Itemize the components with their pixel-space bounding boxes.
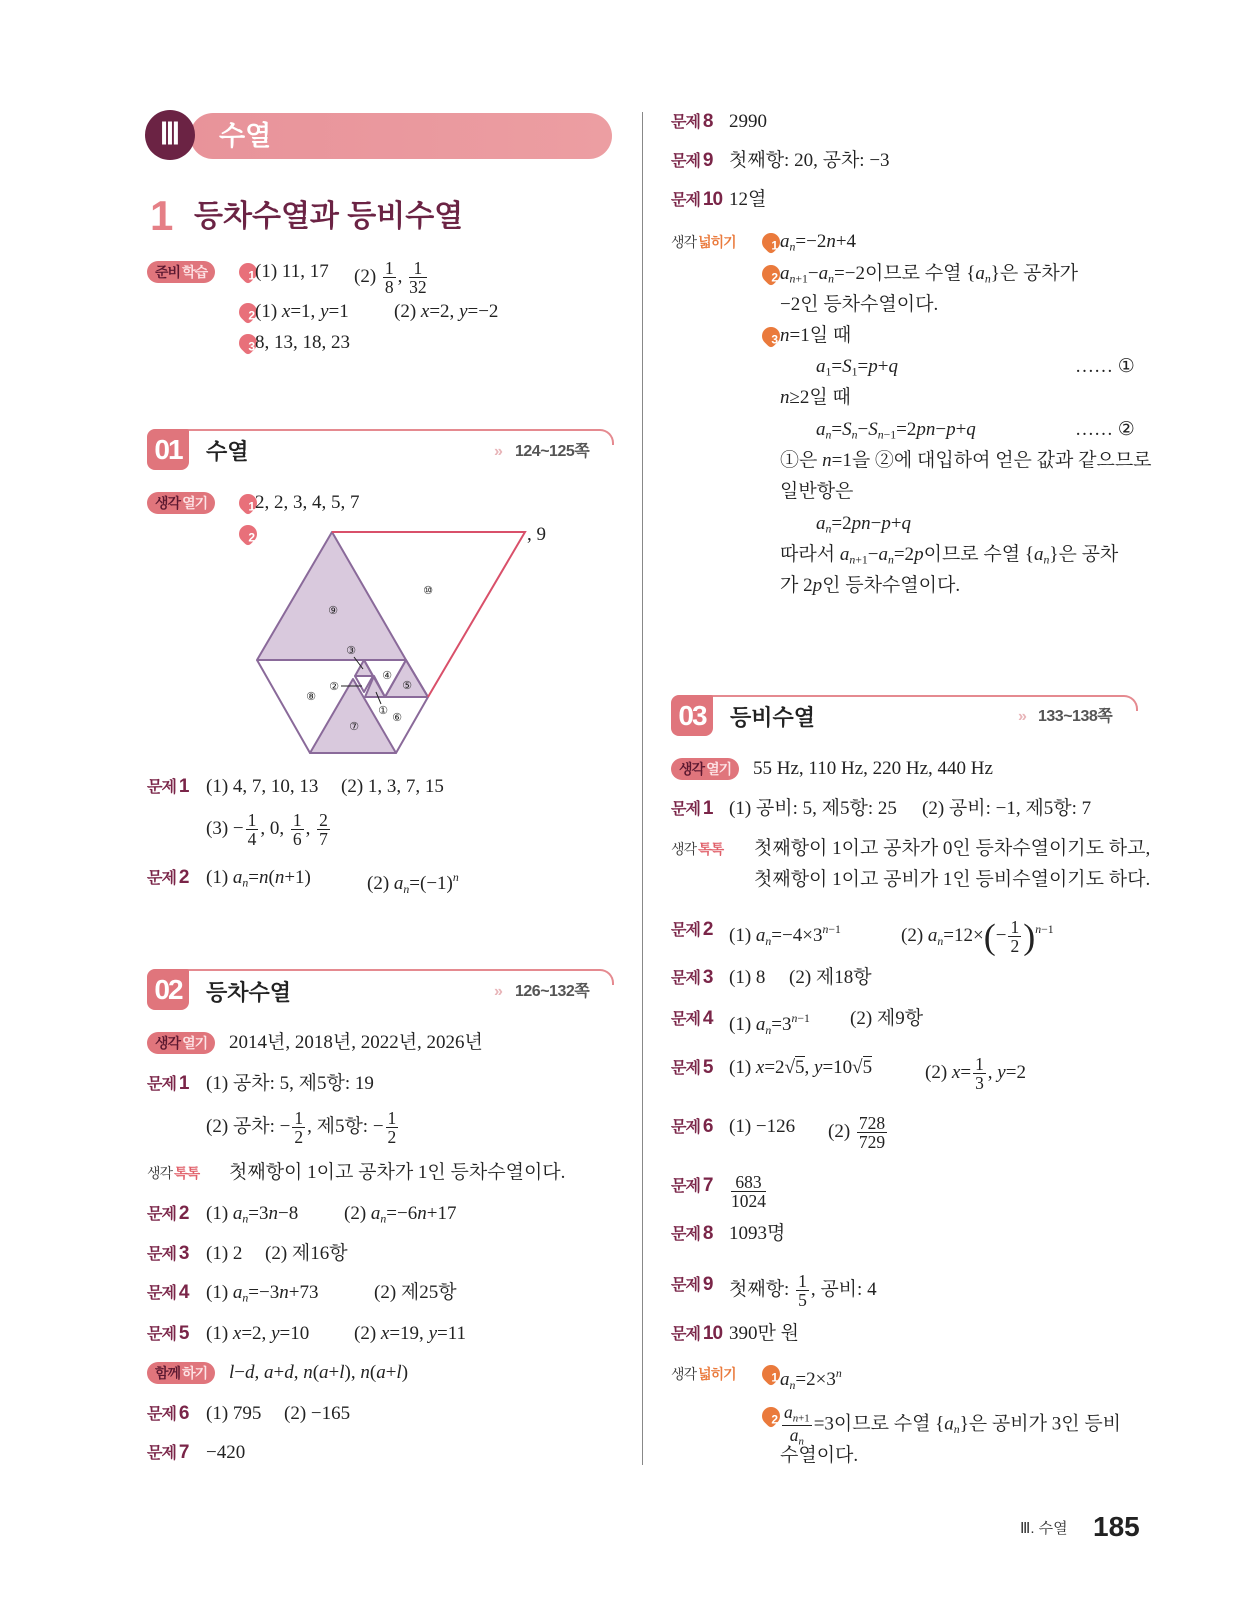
chapter-numeral-badge: Ⅲ	[145, 110, 195, 160]
answer: (2) $a_n=(-1)^n$	[367, 871, 459, 896]
problem-label: 문제 8	[671, 111, 713, 132]
label-1: ①	[378, 704, 388, 717]
problem-label: 문제 7	[671, 1175, 713, 1196]
number-3-icon: 3	[235, 330, 260, 355]
label-4: ④	[382, 669, 392, 682]
label-6: ⑥	[392, 711, 402, 724]
chapter-title: 수열	[219, 121, 272, 151]
expand-answer: $\frac{a_{n+1}}{a_n}$ =3이므로 수열 $\{a_n\}$은 공비가 3인 등비	[784, 1402, 1122, 1447]
answer: 첫째항: $\frac{1}{5}$ , 공비: 4	[729, 1271, 877, 1311]
answer: $\frac{683}{1024}$	[731, 1172, 766, 1212]
problem-label: 문제 1	[147, 1073, 189, 1094]
answer: (2) 제25항	[374, 1282, 457, 1303]
answer: (2) 공비: −1, 제5항: 7	[922, 798, 1092, 819]
talk-text: 첫째항이 1이고 공차가 1인 등차수열이다.	[229, 1162, 566, 1183]
answer: 390만 원	[729, 1323, 799, 1344]
expand-text: 따라서 $a_{n+1}-a_n=2p$이므로 수열 $\{a_n\}$은 공차	[780, 544, 1119, 567]
label-7: ⑦	[349, 720, 359, 733]
problem-label: 문제 5	[671, 1057, 713, 1078]
answer: (1) 2	[206, 1243, 243, 1264]
problem-label: 문제 7	[147, 1442, 189, 1463]
answer: −420	[206, 1442, 246, 1463]
section-03-title: 등비수열	[730, 705, 816, 730]
together-answer: l−d, a+d, n(a+l), n(a+l)	[229, 1362, 409, 1383]
section-01-pages: 124~125쪽	[515, 443, 590, 460]
talk-text: 첫째항이 1이고 공차가 0인 등차수열이기도 하고,	[754, 838, 1151, 859]
expand-text: 일반항은	[780, 481, 854, 502]
number-1-icon: 1	[235, 259, 260, 284]
problem-label: 문제 1	[671, 798, 713, 819]
expand-label: 생각 넓히기	[671, 234, 736, 250]
answer: (2) −165	[284, 1403, 351, 1424]
answer: (2) $\frac{728}{729}$	[828, 1113, 886, 1153]
prep-pill: 준비 학습	[147, 261, 215, 283]
answer: (1) $a_n=n(n+1)$	[206, 867, 311, 890]
unit-number: 1	[150, 192, 174, 239]
open-pill: 생각 열기	[147, 1032, 215, 1054]
unit-title: 등차수열과 등비수열	[194, 200, 464, 233]
expand-answer: $a_n=-2n+4$	[780, 231, 857, 254]
chevron-right-icon: »	[494, 443, 503, 460]
expand-text: 가 2p인 등차수열이다.	[780, 575, 961, 596]
answer: (2) 제16항	[265, 1243, 348, 1264]
equation: $a_n=S_n-S_{n-1}=2pn-p+q$	[816, 419, 976, 442]
open-answer: 2014년, 2018년, 2022년, 2026년	[229, 1032, 483, 1053]
triangle-spiral-diagram	[240, 520, 540, 765]
column-divider	[642, 112, 643, 1465]
talk-text: 첫째항이 1이고 공비가 1인 등비수열이기도 하다.	[754, 869, 1151, 890]
answer: (1) $a_n=-3n+73$	[206, 1282, 319, 1305]
answer: (1) −126	[729, 1116, 796, 1137]
expand-text: ①은 n=1을 ②에 대입하여 얻은 값과 같으므로	[780, 450, 1152, 471]
expand-text: n=1일 때	[780, 325, 852, 346]
problem-label: 문제 8	[671, 1223, 713, 1244]
answer: (1) 795	[206, 1403, 262, 1424]
number-3-icon: 3	[758, 323, 783, 348]
triangle-9	[257, 532, 406, 660]
prep-answer: (1) 11, 17	[255, 261, 329, 282]
answer: (1) x=2, y=10	[206, 1323, 310, 1344]
open-pill: 생각 열기	[147, 492, 215, 514]
page-number: 185	[1093, 1511, 1140, 1542]
label-10: ⑩	[423, 584, 433, 597]
answer: (3) − $\frac{1}{4}$ , 0, $\frac{1}{6}$ , $\frac{2}{7}$	[206, 810, 328, 850]
chevron-right-icon: »	[494, 983, 503, 1000]
expand-answer: $a_{n+1}-a_n=-2$이므로 수열 $\{a_n\}$은 공차가	[780, 263, 1079, 286]
problem-label: 문제 9	[671, 1274, 713, 1295]
answer: (2) $a_n=12\times(-$ $\frac{1}{2}$ )$^{n-1}$	[901, 916, 1054, 957]
equation: $a_n=2pn-p+q$	[816, 513, 912, 536]
label-5: ⑤	[402, 679, 412, 692]
problem-label: 문제 1	[147, 776, 189, 797]
answer: (1) 4, 7, 10, 13	[206, 776, 319, 797]
problem-label: 문제 6	[147, 1403, 189, 1424]
problem-label: 문제 3	[147, 1243, 189, 1264]
answer: 12열	[729, 189, 767, 210]
label-2: ②	[329, 680, 339, 693]
problem-label: 문제 4	[671, 1008, 713, 1029]
footer-chapter: Ⅲ. 수열	[1020, 1520, 1068, 1537]
section-01-title: 수열	[206, 439, 249, 464]
section-02-title: 등차수열	[206, 980, 292, 1005]
prep-answer: 8, 13, 18, 23	[255, 332, 350, 353]
problem-label: 문제 2	[147, 867, 189, 888]
answer: (1) 8	[729, 967, 766, 988]
section-03-pages: 133~138쪽	[1038, 708, 1113, 725]
prep-answer: (1) x=1, y=1	[255, 301, 349, 322]
equation-tag: …… ①	[1075, 356, 1135, 377]
label-8: ⑧	[306, 690, 316, 703]
prep-answer: (2) $\frac{1}{8}$ , $\frac{1}{32}$	[354, 258, 427, 298]
problem-label: 문제 2	[671, 919, 713, 940]
problem-label: 문제 9	[671, 150, 713, 171]
label-9: ⑨	[328, 604, 338, 617]
number-1-icon: 1	[758, 229, 783, 254]
problem-label: 문제 6	[671, 1116, 713, 1137]
prep-answer: (2) x=2, y=−2	[394, 301, 499, 322]
equation: $a_1=S_1=p+q$	[816, 356, 898, 379]
expand-text: 수열이다.	[780, 1445, 859, 1466]
problem-label: 문제 5	[147, 1323, 189, 1344]
open-pill: 생각 열기	[671, 758, 739, 780]
open-answer: 2, 2, 3, 4, 5, 7	[255, 492, 360, 513]
number-1-icon: 1	[235, 490, 260, 515]
problem-label: 문제 10	[671, 1323, 723, 1344]
answer: 1093명	[729, 1223, 786, 1244]
problem-label: 문제 2	[147, 1203, 189, 1224]
answer: (2) 공차: − $\frac{1}{2}$ , 제5항: − $\frac{1}{2}$	[206, 1108, 397, 1148]
chevron-right-icon: »	[1018, 708, 1027, 725]
answer: (1) $a_n=3n-8$	[206, 1203, 299, 1226]
answer: (2) x= $\frac{1}{3}$ , y=2	[925, 1054, 1026, 1094]
problem-label: 문제 4	[147, 1282, 189, 1303]
expand-answer: $a_n=2\times 3^n$	[780, 1367, 842, 1392]
answer: (1) 공차: 5, 제5항: 19	[206, 1073, 374, 1094]
equation-tag: …… ②	[1075, 419, 1135, 440]
answer: (2) 제18항	[789, 967, 872, 988]
answer: (1) 공비: 5, 제5항: 25	[729, 798, 897, 819]
answer: (2) 1, 3, 7, 15	[341, 776, 444, 797]
answer: (1) x=2√5, y=10√5	[729, 1057, 873, 1078]
number-1-icon: 1	[758, 1361, 783, 1386]
answer: 첫째항: 20, 공차: −3	[729, 150, 890, 171]
answer: (2) 제9항	[850, 1008, 924, 1029]
label-3: ③	[346, 644, 356, 657]
section-03-number: 03	[671, 695, 713, 736]
answer: (2) x=19, y=11	[354, 1323, 467, 1344]
answer: (2) $a_n=-6n+17$	[344, 1203, 457, 1226]
problem-label: 문제 3	[671, 967, 713, 988]
open-answer: 55 Hz, 110 Hz, 220 Hz, 440 Hz	[753, 758, 993, 779]
section-02-number: 02	[147, 969, 189, 1010]
together-pill: 함께 하기	[147, 1362, 215, 1384]
expand-label: 생각 넓히기	[671, 1366, 736, 1382]
section-02-pages: 126~132쪽	[515, 983, 590, 1000]
diagram-suffix-text: , 9	[527, 524, 546, 545]
answer: (1) $a_n=-4\times 3^{n-1}$	[729, 923, 841, 948]
expand-text: −2인 등차수열이다.	[780, 294, 939, 315]
expand-text: n≥2일 때	[780, 387, 851, 408]
section-01-number: 01	[147, 429, 189, 470]
answer: 2990	[729, 111, 767, 132]
number-2-icon: 2	[235, 521, 260, 546]
problem-label: 문제 10	[671, 189, 723, 210]
talk-label: 생각 톡톡	[147, 1165, 200, 1181]
number-2-icon: 2	[758, 1403, 783, 1428]
number-2-icon: 2	[235, 299, 260, 324]
talk-label: 생각 톡톡	[671, 841, 724, 857]
number-2-icon: 2	[758, 261, 783, 286]
answer: (1) $a_n=3^{n-1}$	[729, 1012, 810, 1037]
